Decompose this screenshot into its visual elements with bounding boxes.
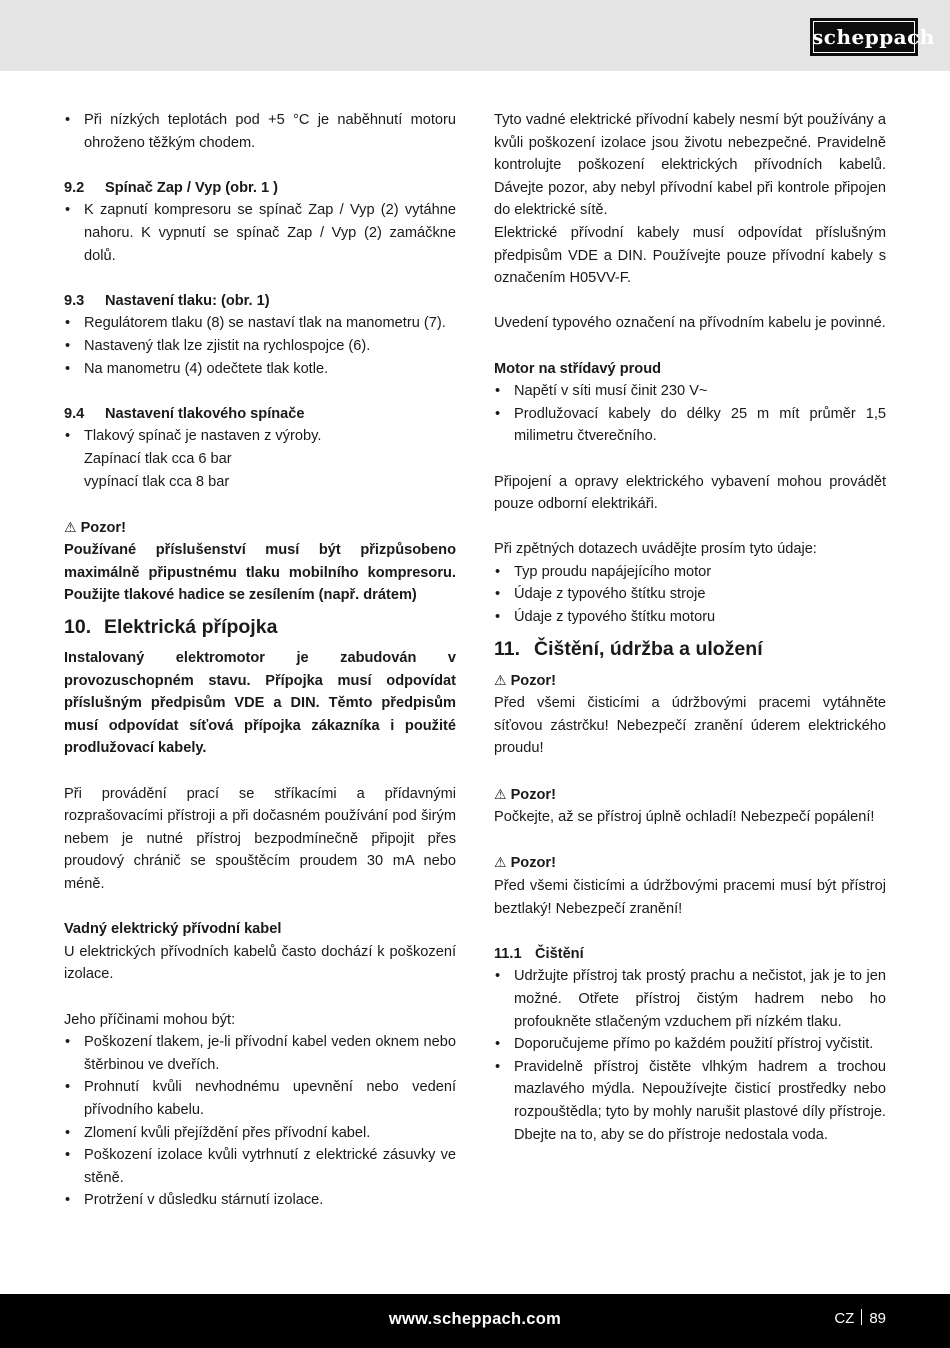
section-9-2-list (64, 199, 456, 267)
section-11-heading: 11. Čištění, údržba a uložení (494, 637, 763, 660)
footer-bar (0, 1294, 950, 1348)
paragraph: Při zpětných dotazech uvádějte prosím tyto údaje: (494, 541, 817, 558)
list-item: • Při nízkých teplotách pod +5 °C je naběhnutí motoru ohroženo těžkým chodem. (64, 109, 456, 154)
causes-intro: Jeho příčinami mohou být: (64, 1011, 236, 1028)
cleaning-list (494, 965, 886, 1146)
section-11-1-heading: 11.1 Čištění (494, 945, 584, 962)
list-item: • Nastavený tlak lze zjistit na rychlospojce (6). (64, 335, 456, 358)
page-number: 89 (869, 1310, 886, 1327)
section-9-4-heading: 9.4 Nastavení tlakového spínače (64, 405, 305, 422)
intro-list (64, 109, 456, 154)
warning-icon: ⚠ (494, 785, 507, 802)
list-item: • Prodlužovací kabely do délky 25 m mít průměr 1,5 milimetru čtverečního. (494, 403, 886, 448)
right-column (494, 109, 886, 1146)
warning-heading: ⚠ Pozor! (494, 785, 556, 803)
list-item: • K zapnutí kompresoru se spínač Zap / Vyp (2) vytáhne nahoru. K vypnutí se spínač Zap / Vyp (2) zamáčkne dolů. (64, 199, 456, 267)
list-item: • Typ proudu napájejícího motor (494, 561, 886, 584)
section-9-4-list (64, 425, 456, 448)
list-item: • Udržujte přístroj tak prostý prachu a nečistot, jak je to jen možné. Otřete přístroj čistým hadrem nebo ho profoukněte stlačeným vzduchem při nízkém tlaku. (494, 965, 886, 1033)
warning-heading: ⚠ Pozor! (494, 671, 556, 689)
paragraph: Připojení a opravy elektrického vybavení mohou provádět pouze odborní elektrikáři. (494, 473, 886, 513)
list-item: • Poškození tlakem, je-li přívodní kabel veden oknem nebo štěrbinou ve dveřích. (64, 1031, 456, 1076)
list-item: • Údaje z typového štítku motoru (494, 606, 886, 629)
section-9-3-list (64, 312, 456, 380)
cable-heading: Vadný elektrický přívodní kabel (64, 921, 282, 938)
language-code: CZ (834, 1310, 855, 1327)
warning-heading: ⚠ Pozor! (494, 854, 556, 872)
list-item: • Protržení v důsledku stárnutí izolace. (64, 1189, 456, 1212)
section-10-bold-paragraph: Instalovaný elektromotor je zabudován v provozuschopném stavu. Přípojka musí odpovídat příslušným předpisům VDE a DIN. Těmto předpisům musí odpovídat síťová přípojka zákazníka i použité prodlužovací kabely. (64, 650, 456, 757)
switch-off-pressure: vypínací tlak cca 8 bar (84, 473, 230, 490)
list-item: • Napětí v síti musí činit 230 V~ (494, 380, 886, 403)
list-item: • Doporučujeme přímo po každém použití přístroj vyčistit. (494, 1033, 886, 1056)
cable-text: U elektrických přívodních kabelů často dochází k poškození izolace. (64, 943, 456, 983)
list-item: • Prohnutí kvůli nevhodnému upevnění nebo vedení přívodního kabelu. (64, 1076, 456, 1121)
section-9-2-heading: 9.2 Spínač Zap / Vyp (obr. 1 ) (64, 179, 278, 196)
list-item: • Tlakový spínač je nastaven z výroby. (64, 425, 456, 448)
warning-icon: ⚠ (494, 671, 507, 688)
switch-on-pressure: Zapínací tlak cca 6 bar (84, 450, 232, 467)
list-item: • Zlomení kvůli přejíždění přes přívodní kabel. (64, 1122, 456, 1145)
brand-logo: scheppach (810, 18, 918, 56)
warning-icon: ⚠ (494, 854, 507, 871)
warning-icon: ⚠ (64, 518, 77, 535)
paragraph: Elektrické přívodní kabely musí odpovídat příslušným předpisům VDE a DIN. Používejte pouze přívodní kabely s označením H05VV-F. (494, 224, 886, 287)
list-item: • Poškození izolace kvůli vytrhnutí z elektrické zásuvky ve stěně. (64, 1144, 456, 1189)
left-column (64, 109, 456, 1212)
warning-text: Používané příslušenství musí být přizpůsobeno maximálně připustnému tlaku mobilního kompresoru. Použijte tlakové hadice se zesílením (např. drátem) (64, 542, 456, 604)
warning-text: Před všemi čisticími a údržbovými pracemi vytáhněte síťovou zástrčku! Nebezpečí zranění úderem elektrického proudu! (494, 695, 886, 757)
list-item: • Pravidelně přístroj čistěte vlhkým hadrem a trochou mazlavého mýdla. Nepoužívejte čisticí prostředky nebo rozpouštědla; tyto by mohly narušit plastové díly přístroje. Dbejte na to, aby se do přístroje nedostala voda. (494, 1056, 886, 1146)
motor-heading: Motor na střídavý proud (494, 360, 662, 377)
warning-text: Počkejte, až se přístroj úplně ochladí! Nebezpečí popálení! (494, 809, 875, 826)
warning-text: Před všemi čisticími a údržbovými pracemi musí být přístroj beztlaký! Nebezpečí zranění! (494, 878, 886, 917)
list-item: • Údaje z typového štítku stroje (494, 583, 886, 606)
page-indicator (834, 1308, 886, 1331)
section-9-3-heading: 9.3 Nastavení tlaku: (obr. 1) (64, 292, 270, 309)
section-10-paragraph: Při provádění prací se stříkacími a přídavnými rozprašovacími přístroji a při dočasném používání pod širým nebem je nutné přístroj bezpodmínečně připojit přes proudový chránič se spouštěcím proudem 30 mA nebo méně. (64, 785, 456, 892)
list-item: • Regulátorem tlaku (8) se nastaví tlak na manometru (7). (64, 312, 456, 335)
warning-heading: ⚠ Pozor! (64, 518, 126, 536)
motor-list (494, 380, 886, 448)
list-item: • Na manometru (4) odečtete tlak kotle. (64, 358, 456, 381)
header-bar (0, 0, 950, 71)
paragraph: Uvedení typového označení na přívodním kabelu je povinné. (494, 315, 886, 332)
causes-list (64, 1031, 456, 1212)
website-link[interactable]: www.scheppach.com (388, 1310, 562, 1328)
paragraph: Tyto vadné elektrické přívodní kabely nesmí být používány a kvůli poškození izolace jsou životu nebezpečné. Pravidelně kontrolujte poškození elektrických přívodních kabelů. Dávejte pozor, aby nebyl přívodní kabel při kontrole připojen do elektrické sítě. (494, 112, 886, 219)
section-10-heading: 10. Elektrická přípojka (64, 616, 278, 639)
details-list (494, 561, 886, 629)
